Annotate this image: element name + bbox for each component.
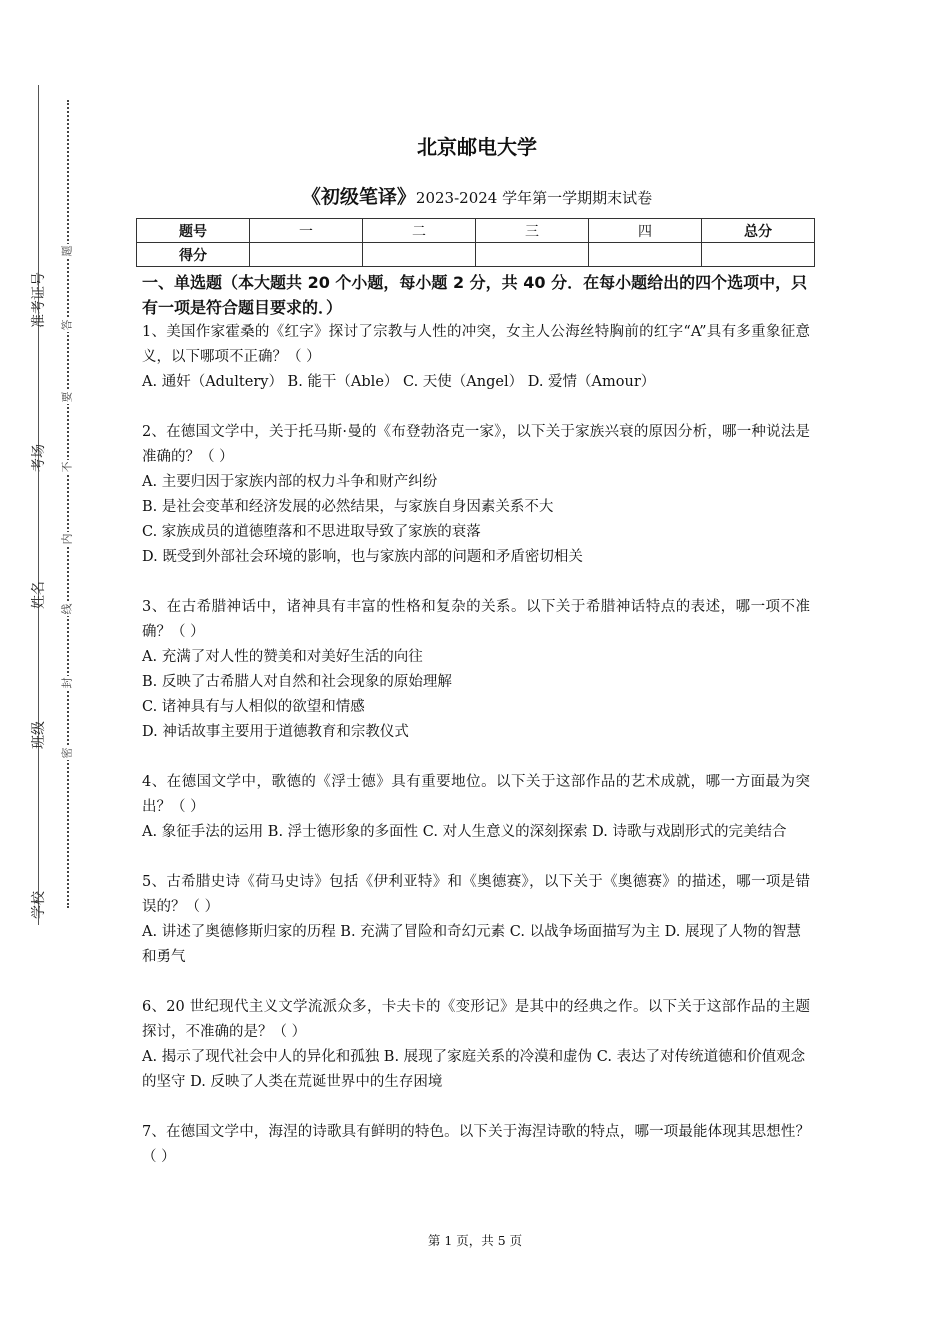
question-stem: 7、在德国文学中，海涅的诗歌具有鲜明的特色。以下关于海涅诗歌的特点，哪一项最能体现其思想性？（ ） xyxy=(142,1124,810,1165)
question-7 xyxy=(142,1120,810,1170)
score-table-header-row xyxy=(137,219,815,243)
option-c: C. 家族成员的道德堕落和不思进取导致了家族的衰落 xyxy=(142,524,481,540)
seal-char: 题 xyxy=(60,245,73,257)
question-stem: 5、古希腊史诗《荷马史诗》包括《伊利亚特》和《奥德赛》，以下关于《奥德赛》的描述，哪一项是错误的？（ ） xyxy=(142,874,810,915)
option-c: C. 诸神具有与人相似的欲望和情感 xyxy=(142,699,365,715)
score-header-cell: 二 xyxy=(363,219,476,243)
option-d: D. 神话故事主要用于道德教育和宗教仪式 xyxy=(142,724,409,740)
option-d: D. 既受到外部社会环境的影响，也与家族内部的问题和矛盾密切相关 xyxy=(142,549,583,565)
question-stem: 2、在德国文学中，关于托马斯·曼的《布登勃洛克一家》，以下关于家族兴衰的原因分析，哪一种说法是准确的？（ ） xyxy=(142,424,810,465)
question-options: A. 揭示了现代社会中人的异化和孤独 B. 展现了家庭关系的冷漠和虚伪 C. 表达了对传统道德和价值观念的坚守 D. 反映了人类在荒诞世界中的生存困境 xyxy=(142,1049,806,1090)
binding-margin xyxy=(0,0,80,1344)
page-footer: 第 1 页，共 5 页 xyxy=(427,1233,523,1248)
field-exam-number: 准考证号 xyxy=(31,272,47,328)
seal-char: 线 xyxy=(60,603,73,615)
seal-char: 内 xyxy=(60,533,73,545)
seal-char: 答 xyxy=(60,319,73,331)
option-a: A. 主要归因于家族内部的权力斗争和财产纠纷 xyxy=(142,474,438,490)
binding-solid-line xyxy=(38,85,39,925)
binding-dotted-line xyxy=(67,100,69,908)
section-heading: 一、单选题（本大题共 20 个小题，每小题 2 分，共 40 分．在每小题给出的四个选项中，只有一项是符合题目要求的．） xyxy=(142,273,808,317)
score-cell xyxy=(250,243,363,267)
field-class: 班级 xyxy=(31,721,47,749)
field-exam-room: 考场 xyxy=(31,444,47,472)
question-stem: 1、美国作家霍桑的《红字》探讨了宗教与人性的冲突，女主人公海丝特胸前的红字“A”具有多重象征意义，以下哪项不正确？（ ） xyxy=(142,324,810,365)
score-header-cell: 一 xyxy=(250,219,363,243)
option-b: B. 反映了古希腊人对自然和社会现象的原始理解 xyxy=(142,674,452,690)
field-school: 学校 xyxy=(31,891,47,919)
question-stem: 4、在德国文学中，歌德的《浮士德》具有重要地位。以下关于这部作品的艺术成就，哪一方面最为突出？（ ） xyxy=(142,774,810,815)
term-label: 2023-2024 学年第一学期期末试卷 xyxy=(415,189,653,207)
field-name: 姓名 xyxy=(31,581,47,609)
question-options: A. 象征手法的运用 B. 浮士德形象的多面性 C. 对人生意义的深刻探索 D. 诗歌与戏剧形式的完美结合 xyxy=(142,824,787,840)
score-cell xyxy=(702,243,815,267)
seal-char: 不 xyxy=(60,461,73,473)
score-table xyxy=(136,218,815,267)
question-2 xyxy=(142,420,810,570)
exam-content xyxy=(142,270,810,1170)
score-header-cell: 三 xyxy=(476,219,589,243)
course-name: 《初级笔译》 xyxy=(301,186,416,208)
option-a: A. 充满了对人性的赞美和对美好生活的向往 xyxy=(142,649,423,665)
exam-title xyxy=(142,182,812,209)
score-cell xyxy=(363,243,476,267)
question-4 xyxy=(142,770,810,845)
seal-char: 要 xyxy=(60,391,73,403)
score-header-cell: 总分 xyxy=(702,219,815,243)
question-6 xyxy=(142,995,810,1095)
university-title: 北京邮电大学 xyxy=(417,135,537,159)
score-cell xyxy=(589,243,702,267)
score-cell: 得分 xyxy=(137,243,250,267)
score-cell xyxy=(476,243,589,267)
score-header-cell: 题号 xyxy=(137,219,250,243)
option-b: B. 是社会变革和经济发展的必然结果，与家族自身因素关系不大 xyxy=(142,499,554,515)
seal-char: 封 xyxy=(60,677,73,689)
question-stem: 3、在古希腊神话中，诸神具有丰富的性格和复杂的关系。以下关于希腊神话特点的表述，哪一项不准确？（ ） xyxy=(142,599,810,640)
score-header-cell: 四 xyxy=(589,219,702,243)
question-options: A. 讲述了奥德修斯归家的历程 B. 充满了冒险和奇幻元素 C. 以战争场面描写为主 D. 展现了人物的智慧和勇气 xyxy=(142,924,802,965)
question-3 xyxy=(142,595,810,745)
seal-char: 密 xyxy=(60,747,73,759)
question-stem: 6、20 世纪现代主义文学流派众多，卡夫卡的《变形记》是其中的经典之作。以下关于这部作品的主题探讨，不准确的是？（ ） xyxy=(142,999,810,1040)
score-table-score-row xyxy=(137,243,815,267)
question-1 xyxy=(142,320,810,395)
question-options: A. 通奸（Adultery） B. 能干（Able） C. 天使（Angel） D. 爱情（Amour） xyxy=(142,374,656,390)
question-5 xyxy=(142,870,810,970)
